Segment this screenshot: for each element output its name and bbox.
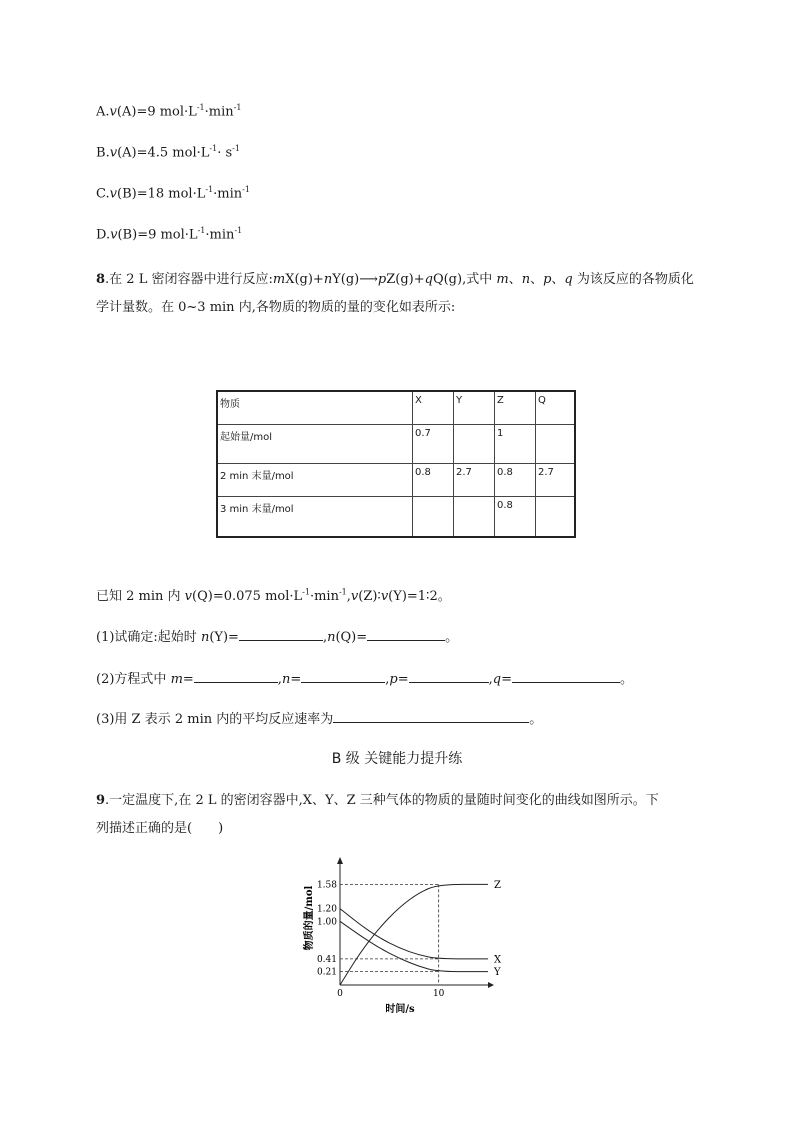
- answer-blank[interactable]: [367, 628, 445, 641]
- table-cell: 3 min 末量/mol: [217, 496, 413, 537]
- series-label: Z: [494, 879, 501, 891]
- q8-sub1: (1)试确定:起始时 n(Y)= ,n(Q)= 。: [96, 630, 459, 645]
- chart-guides: [340, 884, 439, 985]
- y-tick-label: 1.58: [316, 880, 337, 891]
- option-d: D.v(B)=9 $mol\cdot L^{-1}\cdot\min^{-1}$: [96, 226, 243, 243]
- table-cell: 2.7: [536, 463, 576, 496]
- table-cell: [454, 496, 495, 537]
- answer-blank[interactable]: [333, 710, 529, 723]
- table-cell: 0.8: [413, 463, 454, 496]
- answer-blank[interactable]: [301, 670, 385, 683]
- x-tick-label: 10: [432, 989, 445, 999]
- answer-blank[interactable]: [239, 628, 323, 641]
- section-title: B 级 关键能力提升练: [331, 751, 463, 767]
- table-row: [217, 496, 575, 537]
- table-header-cell: 物质: [217, 391, 413, 424]
- table-header-cell: Y: [454, 391, 495, 424]
- table-cell: [536, 424, 576, 463]
- table-cell: [536, 496, 576, 537]
- q8-line2: 学计量数。在 0~3 min 内,各物质的物质的量的变化如表所示:: [96, 300, 456, 315]
- y-axis-arrow-icon: [337, 857, 343, 864]
- series-label: Y: [494, 967, 501, 979]
- q9-line1: 9.一定温度下,在 2 L 的密闭容器中,X、Y、Z 三种气体的物质的量随时间变化的曲线如图所示。下: [96, 793, 659, 808]
- table-header-cell: Z: [495, 391, 536, 424]
- amount-table: [216, 390, 576, 538]
- q9-line2: 列描述正确的是( ): [96, 821, 224, 836]
- table-cell: 0.8: [495, 496, 536, 537]
- series-line: [340, 921, 488, 971]
- option-a: A.v(A)=9 $mol\cdot L^{-1}\cdot\min^{-1}$: [96, 103, 242, 120]
- q8-known: 已知 2 min 内 v(Q)=0.075 $mol\cdot L^{-1}\cdot\min^{-1},v(Z)∶v(Y)=1∶2$。: [96, 587, 451, 604]
- table-cell: 2 min 末量/mol: [217, 463, 413, 496]
- y-tick-label: 1.20: [316, 904, 337, 915]
- table-cell: 2.7: [454, 463, 495, 496]
- y-tick-label: 1.00: [316, 917, 337, 928]
- q8-sub3: (3)用 Z 表示 2 min 内的平均反应速率为 。: [96, 712, 543, 727]
- table-header-cell: X: [413, 391, 454, 424]
- table-row: [217, 424, 575, 463]
- x-tick-label: 0: [337, 989, 343, 999]
- series-line: [340, 884, 488, 985]
- series-line: [340, 909, 488, 959]
- option-c: C.v(B)=18 $mol\cdot L^{-1}\cdot\min^{-1}$: [96, 185, 250, 202]
- answer-blank[interactable]: [194, 670, 278, 683]
- amount-time-chart: [290, 850, 510, 1020]
- chart-labels: [302, 880, 502, 1015]
- table-cell: [413, 496, 454, 537]
- answer-blank[interactable]: [409, 670, 489, 683]
- table-header-row: [217, 391, 575, 424]
- x-axis-arrow-icon: [488, 982, 494, 988]
- table-cell: [454, 424, 495, 463]
- table-row: [217, 463, 575, 496]
- reversible-arrow-icon: ⟶: [359, 272, 378, 287]
- table-header-cell: Q: [536, 391, 576, 424]
- y-tick-label: 0.41: [316, 954, 337, 965]
- option-b: B.v(A)=4.5 $mol\cdot L^{-1}\cdot s^{-1}$: [96, 144, 240, 161]
- y-tick-label: 0.21: [316, 967, 337, 978]
- table-cell: 0.7: [413, 424, 454, 463]
- table-cell: 起始量/mol: [217, 424, 413, 463]
- table-cell: 0.8: [495, 463, 536, 496]
- chart-series: [340, 884, 488, 985]
- q8-sub2: (2)方程式中 m= ,n= ,p= ,q= 。: [96, 672, 633, 687]
- q8-line1: 8.在 2 L 密闭容器中进行反应:mX(g)+nY(g)⟶pZ(g)+qQ(g),式中 m、n、p、q 为该反应的各物质化: [96, 272, 694, 287]
- answer-blank[interactable]: [512, 670, 620, 683]
- x-axis-label: 时间/s: [385, 1004, 415, 1015]
- chart-axes: [337, 857, 494, 988]
- series-label: X: [494, 954, 502, 966]
- y-axis-label: 物质的量/mol: [304, 885, 315, 951]
- table-cell: 1: [495, 424, 536, 463]
